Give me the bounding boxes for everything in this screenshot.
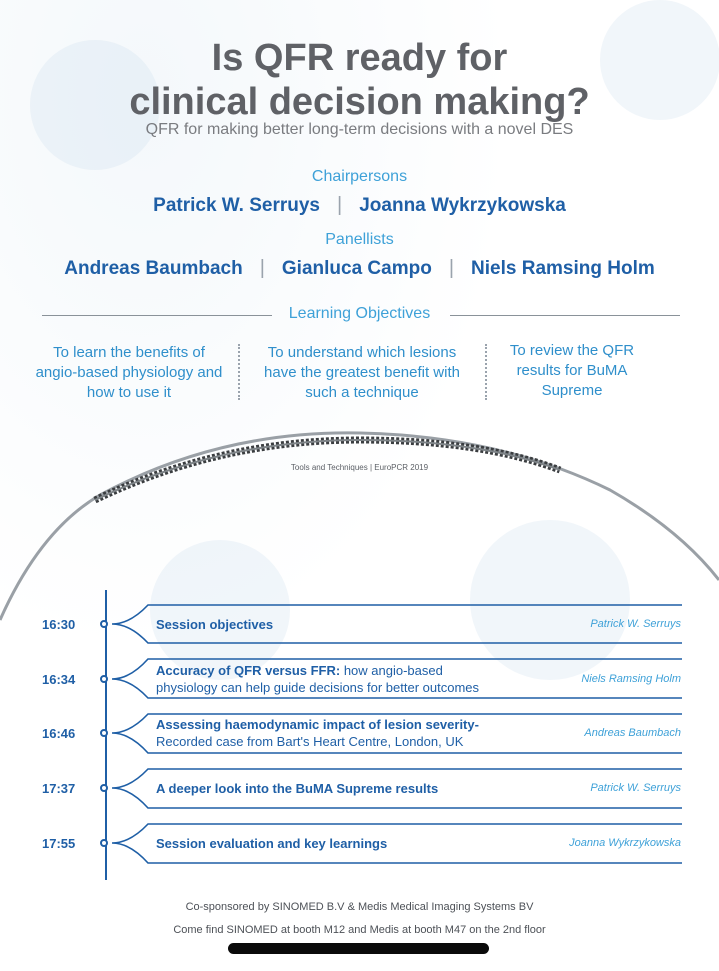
booth-text: Come find SINOMED at booth M12 and Medis at booth M47 on the 2nd floor (173, 924, 546, 936)
timeline-node (100, 729, 108, 737)
name-separator: | (448, 257, 455, 279)
sponsor-text: Co-sponsored by SINOMED B.V & Medis Medical Imaging Systems BV (185, 901, 534, 913)
subtitle: QFR for making better long-term decisions with a novel DES (145, 121, 574, 138)
session-speaker: Joanna Wykrzykowska (569, 837, 681, 849)
home-indicator-bar[interactable] (228, 943, 489, 954)
session-title-bold: A deeper look into the BuMA Supreme results (156, 781, 439, 796)
credit-line: Tools and Techniques | EuroPCR 2019 (290, 463, 429, 472)
session-speaker: Andreas Baumbach (584, 727, 681, 739)
session-title (156, 716, 479, 750)
learning-objectives-label: Learning Objectives (288, 305, 431, 322)
panellist-name: Niels Ramsing Holm (471, 257, 655, 279)
session-title (156, 616, 273, 633)
session-time: 16:30 (42, 617, 76, 632)
session-time: 16:34 (42, 672, 76, 687)
session-title (156, 780, 438, 797)
session-title-rest: how angio-based (340, 663, 443, 678)
session-speaker: Niels Ramsing Holm (581, 673, 681, 685)
timeline-node (100, 620, 108, 628)
session-title-bold: Session evaluation and key learnings (156, 836, 388, 851)
title-line-1: Is QFR ready for (211, 37, 508, 79)
objective-2: To understand which lesions have the greatest benefit with such a technique (264, 344, 460, 401)
session-title (156, 662, 479, 696)
objective-3: To review the QFR results for BuMA Supreme (509, 342, 635, 399)
session-title-line2: physiology can help guide decisions for better outcomes (156, 680, 480, 695)
session-time: 17:55 (42, 836, 76, 851)
objective-1: To learn the benefits of angio-based physiology and how to use it (35, 344, 223, 401)
chairpersons-label: Chairpersons (311, 168, 408, 185)
session-time: 17:37 (42, 781, 76, 796)
session-title-bold: Session objectives (156, 617, 274, 632)
panellist-name: Andreas Baumbach (64, 257, 243, 279)
session-title-bold: Assessing haemodynamic impact of lesion severity- (156, 717, 479, 732)
session-title-bold: Accuracy of QFR versus FFR: (156, 663, 341, 678)
name-separator: | (337, 194, 343, 216)
title-line-2: clinical decision making? (129, 81, 590, 123)
session-time: 16:46 (42, 726, 76, 741)
session-speaker: Patrick W. Serruys (590, 618, 681, 630)
panellist-name: Gianluca Campo (281, 257, 432, 279)
timeline-node (100, 675, 108, 683)
session-title-line2: Recorded case from Bart's Heart Centre, London, UK (156, 734, 464, 749)
timeline-node (100, 839, 108, 847)
chairperson-name: Patrick W. Serruys (153, 194, 321, 216)
timeline-node (100, 784, 108, 792)
chairperson-name: Joanna Wykrzykowska (359, 194, 566, 216)
panellists-label: Panellists (325, 231, 394, 248)
session-title (156, 835, 387, 852)
session-speaker: Patrick W. Serruys (590, 782, 681, 794)
name-separator: | (259, 257, 265, 279)
